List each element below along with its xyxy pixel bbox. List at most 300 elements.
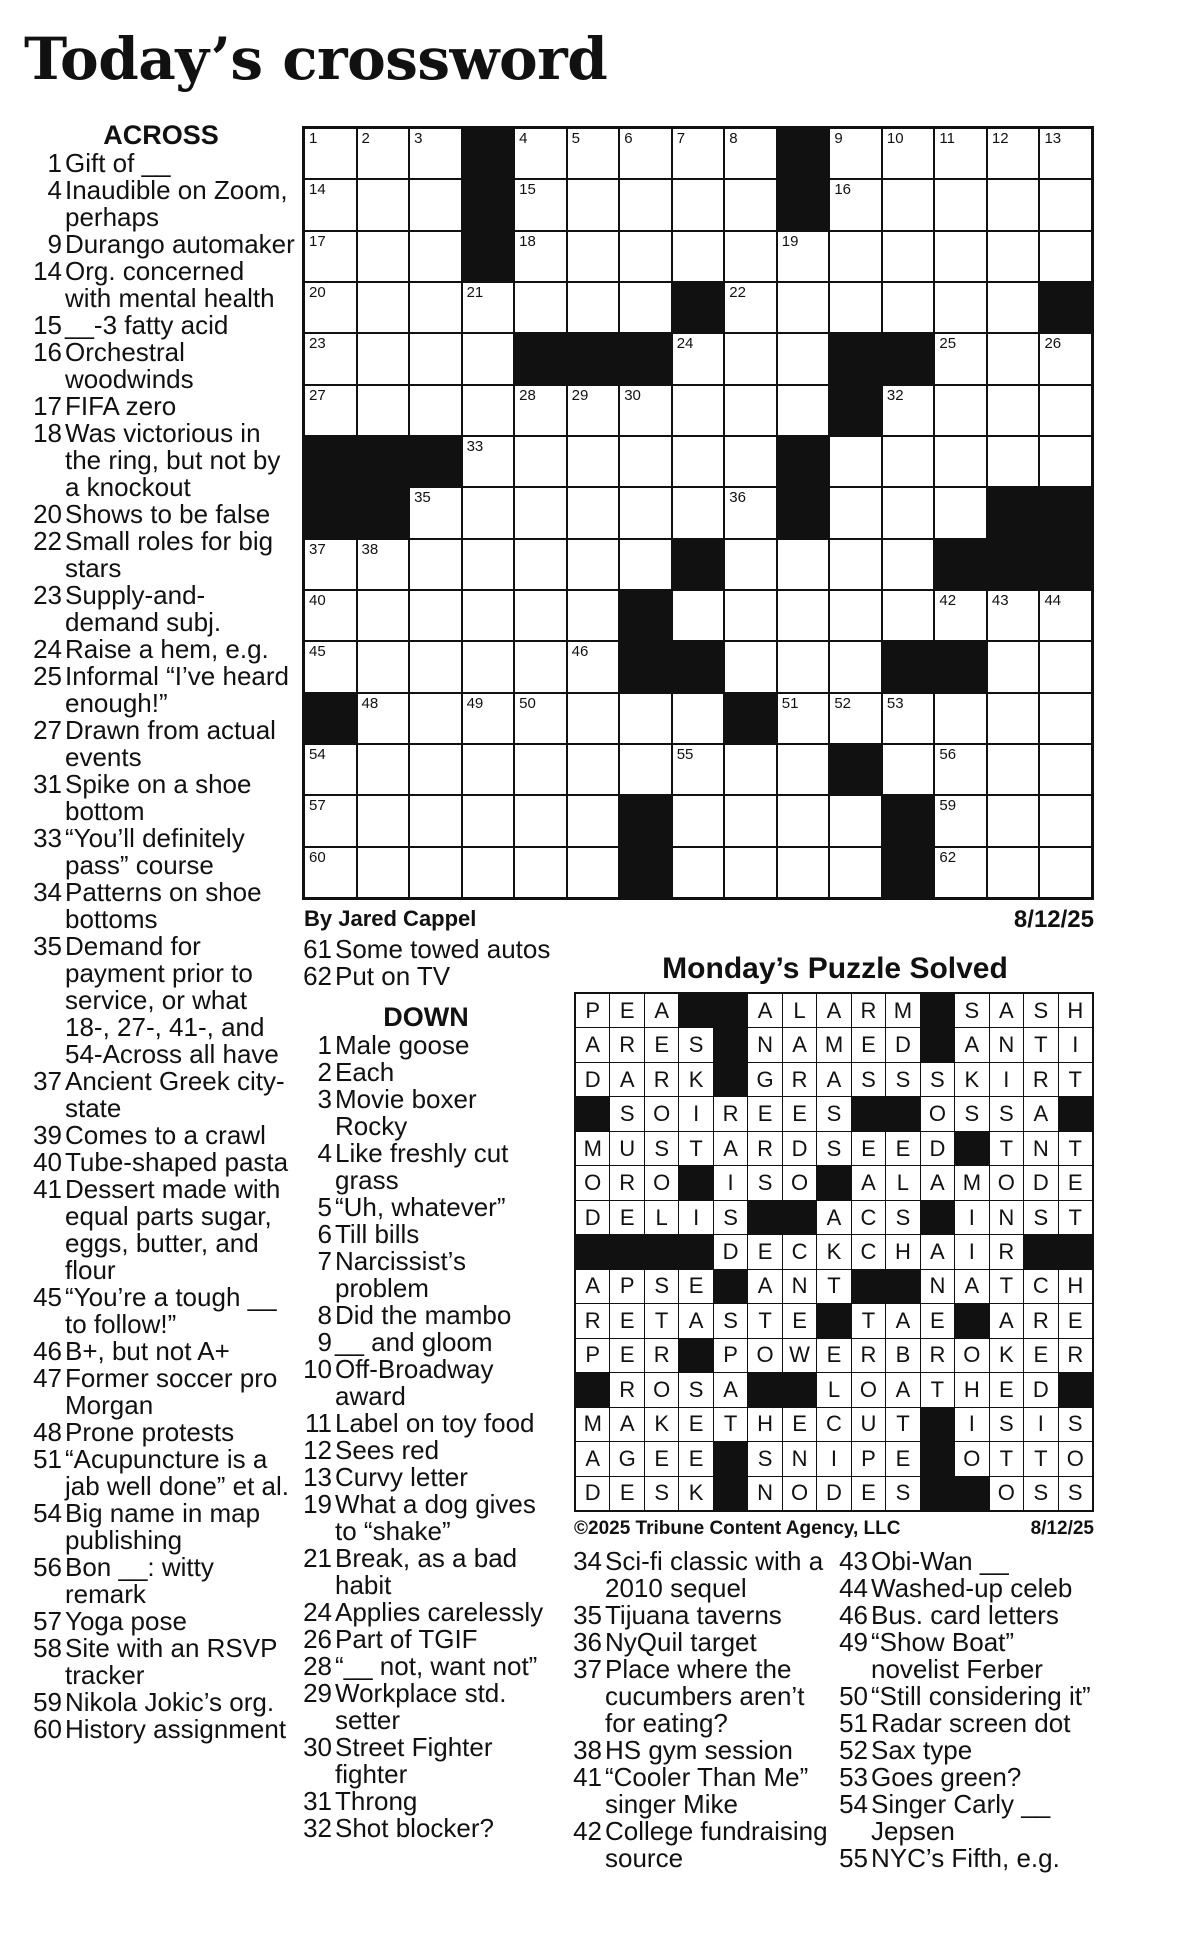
grid-cell[interactable]	[778, 232, 829, 281]
clue-number: 2	[317, 1057, 332, 1087]
grid-cell[interactable]	[725, 540, 776, 589]
solved-letter: N	[748, 1028, 781, 1061]
grid-cell[interactable]	[725, 437, 776, 486]
cell-number: 9	[834, 130, 843, 147]
solved-letter: T	[679, 1132, 712, 1165]
grid-cell[interactable]	[410, 488, 461, 537]
grid-cell[interactable]	[620, 283, 671, 332]
grid-cell[interactable]	[358, 745, 409, 794]
solved-letter: I	[955, 1201, 988, 1234]
grid-cell[interactable]	[830, 694, 881, 743]
solved-letter: I	[990, 1063, 1023, 1096]
grid-cell[interactable]	[725, 283, 776, 332]
grid-cell[interactable]	[305, 796, 356, 845]
clue-number: 9	[47, 229, 62, 259]
grid-cell[interactable]	[568, 848, 619, 897]
across-header: ACROSS	[103, 120, 219, 150]
grid-cell[interactable]	[673, 437, 724, 486]
grid-cell[interactable]	[725, 129, 776, 178]
grid-cell[interactable]	[515, 437, 566, 486]
grid-cell[interactable]	[463, 694, 514, 743]
grid-cell[interactable]	[463, 796, 514, 845]
grid-cell[interactable]	[1040, 386, 1091, 435]
grid-cell[interactable]	[725, 848, 776, 897]
clue-number: 31	[33, 769, 62, 799]
solved-letter: K	[990, 1339, 1023, 1372]
solved-letter: S	[679, 1028, 712, 1061]
grid-cell[interactable]	[1040, 437, 1091, 486]
grid-cell[interactable]	[935, 386, 986, 435]
grid-cell[interactable]	[410, 283, 461, 332]
solved-letter: S	[714, 1304, 747, 1337]
grid-cell[interactable]	[988, 232, 1039, 281]
clue-number: 28	[303, 1651, 332, 1681]
grid-cell[interactable]	[568, 642, 619, 691]
cell-number: 46	[571, 643, 589, 661]
grid-cell[interactable]	[1040, 848, 1091, 897]
grid-cell[interactable]	[620, 386, 671, 435]
grid-cell[interactable]	[1040, 694, 1091, 743]
across-clue	[26, 339, 296, 393]
grid-cell[interactable]	[463, 386, 514, 435]
solved-letter: E	[1059, 1304, 1092, 1337]
down-clue	[296, 1680, 556, 1734]
grid-cell[interactable]	[883, 386, 934, 435]
clue-number: 54	[33, 1498, 62, 1528]
grid-cell[interactable]	[935, 129, 986, 178]
cell-number: 32	[886, 386, 904, 404]
grid-cell[interactable]	[620, 232, 671, 281]
grid-cell[interactable]	[463, 540, 514, 589]
grid-cell[interactable]	[568, 745, 619, 794]
clue-number: 9	[317, 1327, 332, 1357]
grid-cell[interactable]	[568, 180, 619, 229]
grid-cell[interactable]	[725, 642, 776, 691]
grid-cell[interactable]	[725, 386, 776, 435]
grid-cell[interactable]	[1040, 232, 1091, 281]
grid-cell[interactable]	[358, 334, 409, 383]
grid-cell[interactable]	[410, 386, 461, 435]
grid-cell[interactable]	[988, 386, 1039, 435]
grid-cell[interactable]	[515, 283, 566, 332]
clue-number: 49	[839, 1627, 868, 1657]
grid-cell[interactable]	[830, 848, 881, 897]
grid-cell[interactable]	[305, 180, 356, 229]
grid-cell[interactable]	[305, 232, 356, 281]
grid-cell[interactable]	[410, 129, 461, 178]
down-clue	[296, 1302, 556, 1329]
grid-cell[interactable]	[673, 129, 724, 178]
grid-cell[interactable]	[778, 334, 829, 383]
grid-cell[interactable]	[778, 642, 829, 691]
clue-text: NyQuil target	[605, 1627, 757, 1657]
solved-letter: M	[576, 1132, 609, 1165]
grid-cell[interactable]	[568, 488, 619, 537]
grid-cell[interactable]	[830, 437, 881, 486]
cell-number: 54	[309, 745, 326, 763]
clue-text: Till bills	[335, 1219, 420, 1249]
solved-letter: S	[990, 1408, 1023, 1441]
clue-text: Small roles for big stars	[65, 526, 274, 583]
grid-cell[interactable]	[935, 694, 986, 743]
down-clue	[832, 1602, 1102, 1629]
grid-cell[interactable]	[830, 642, 881, 691]
solved-letter: S	[645, 1132, 678, 1165]
grid-cell[interactable]	[515, 488, 566, 537]
solved-black-square	[921, 1477, 954, 1510]
clue-number: 26	[303, 1624, 332, 1654]
grid-cell[interactable]	[1040, 129, 1091, 178]
clue-number: 62	[303, 961, 332, 991]
cell-number: 5	[571, 130, 580, 147]
clue-text: Applies carelessly	[335, 1597, 544, 1627]
grid-cell[interactable]	[830, 180, 881, 229]
solved-letter: S	[955, 1097, 988, 1130]
across-clue	[26, 1689, 296, 1716]
solved-letter: S	[645, 1477, 678, 1510]
grid-cell[interactable]	[778, 745, 829, 794]
grid-cell[interactable]	[988, 334, 1039, 383]
grid-cell[interactable]	[515, 745, 566, 794]
grid-cell[interactable]	[410, 334, 461, 383]
grid-cell[interactable]	[988, 591, 1039, 640]
grid-cell[interactable]	[673, 488, 724, 537]
clue-text: Big name in map publishing	[65, 1498, 261, 1555]
grid-cell[interactable]	[725, 796, 776, 845]
across-clue	[26, 1176, 296, 1284]
solved-letter: S	[645, 1270, 678, 1303]
grid-cell[interactable]	[673, 386, 724, 435]
grid-cell[interactable]	[935, 180, 986, 229]
grid-cell[interactable]	[515, 796, 566, 845]
grid-cell[interactable]	[988, 437, 1039, 486]
grid-cell[interactable]	[620, 540, 671, 589]
grid-cell[interactable]	[883, 591, 934, 640]
grid-cell[interactable]	[463, 745, 514, 794]
grid-cell[interactable]	[515, 180, 566, 229]
clue-text: Bus. card letters	[871, 1600, 1059, 1630]
grid-cell[interactable]	[410, 180, 461, 229]
grid-cell[interactable]	[883, 694, 934, 743]
grid-cell[interactable]	[778, 386, 829, 435]
clue-text: Demand for payment prior to service, or what 18-, 27-, 41-, and 54-Across all have	[65, 931, 279, 1069]
clue-number: 52	[839, 1735, 868, 1765]
grid-cell[interactable]	[830, 129, 881, 178]
clue-text: Shot blocker?	[335, 1813, 494, 1843]
solved-black-square	[576, 1097, 609, 1130]
clue-text: Male goose	[335, 1030, 470, 1060]
solved-letter: R	[748, 1132, 781, 1165]
grid-cell[interactable]	[988, 694, 1039, 743]
grid-cell[interactable]	[725, 334, 776, 383]
grid-cell[interactable]	[988, 796, 1039, 845]
grid-cell[interactable]	[988, 642, 1039, 691]
solved-letter: E	[852, 1028, 885, 1061]
grid-cell[interactable]	[883, 129, 934, 178]
grid-cell[interactable]	[935, 796, 986, 845]
grid-cell[interactable]	[568, 283, 619, 332]
solved-black-square	[921, 1201, 954, 1234]
crossword-grid	[302, 126, 1094, 900]
cell-number: 50	[519, 694, 536, 712]
grid-cell[interactable]	[463, 591, 514, 640]
grid-cell[interactable]	[778, 540, 829, 589]
grid-cell[interactable]	[358, 180, 409, 229]
grid-cell[interactable]	[673, 694, 724, 743]
clue-number: 53	[839, 1762, 868, 1792]
across-clue	[26, 771, 296, 825]
grid-cell[interactable]	[1040, 745, 1091, 794]
grid-cell[interactable]	[305, 848, 356, 897]
clue-number: 4	[47, 175, 62, 205]
grid-cell[interactable]	[883, 437, 934, 486]
grid-cell[interactable]	[305, 745, 356, 794]
solved-black-square	[714, 1270, 747, 1303]
grid-cell[interactable]	[725, 180, 776, 229]
grid-cell[interactable]	[988, 745, 1039, 794]
cell-number: 13	[1044, 130, 1062, 147]
grid-cell[interactable]	[673, 591, 724, 640]
grid-cell[interactable]	[935, 488, 986, 537]
grid-cell[interactable]	[883, 180, 934, 229]
grid-cell[interactable]	[305, 129, 356, 178]
across-continued-column	[296, 936, 556, 1842]
across-clue	[26, 1554, 296, 1608]
grid-cell[interactable]	[410, 540, 461, 589]
grid-cell[interactable]	[305, 540, 356, 589]
solved-letter: A	[817, 1063, 850, 1096]
down-clue	[566, 1548, 836, 1602]
grid-cell[interactable]	[725, 488, 776, 537]
grid-cell[interactable]	[778, 796, 829, 845]
grid-cell[interactable]	[305, 283, 356, 332]
clue-text: “You’re a tough __ to follow!”	[65, 1282, 277, 1339]
grid-cell[interactable]	[935, 334, 986, 383]
cell-number: 33	[466, 437, 484, 455]
solved-letter: E	[610, 1477, 643, 1510]
grid-cell[interactable]	[778, 694, 829, 743]
grid-cell[interactable]	[515, 386, 566, 435]
solved-letter: I	[679, 1201, 712, 1234]
solved-letter: T	[714, 1408, 747, 1441]
solved-letter: G	[610, 1442, 643, 1475]
grid-cell[interactable]	[725, 745, 776, 794]
grid-cell[interactable]	[673, 232, 724, 281]
grid-cell[interactable]	[883, 745, 934, 794]
grid-cell[interactable]	[1040, 591, 1091, 640]
grid-cell[interactable]	[935, 232, 986, 281]
cell-number: 30	[624, 386, 641, 404]
grid-cell[interactable]	[305, 386, 356, 435]
grid-cell[interactable]	[568, 437, 619, 486]
grid-cell[interactable]	[463, 437, 514, 486]
clue-text: FIFA zero	[65, 391, 177, 421]
grid-cell[interactable]	[935, 591, 986, 640]
grid-cell[interactable]	[358, 386, 409, 435]
grid-cell[interactable]	[883, 488, 934, 537]
down-clue	[296, 1626, 556, 1653]
grid-cell[interactable]	[358, 796, 409, 845]
grid-cell[interactable]	[620, 694, 671, 743]
grid-cell[interactable]	[515, 642, 566, 691]
clue-text: Bon __: witty remark	[65, 1552, 214, 1609]
grid-cell[interactable]	[568, 694, 619, 743]
grid-cell[interactable]	[778, 283, 829, 332]
clue-number: 35	[573, 1600, 602, 1630]
solved-letter: T	[921, 1373, 954, 1406]
grid-cell[interactable]	[1040, 180, 1091, 229]
black-square	[883, 796, 934, 845]
grid-cell[interactable]	[358, 591, 409, 640]
black-square	[778, 129, 829, 178]
grid-cell[interactable]	[305, 642, 356, 691]
solved-letter: M	[886, 994, 919, 1027]
clue-number: 61	[303, 934, 332, 964]
grid-cell[interactable]	[305, 591, 356, 640]
cell-number: 27	[309, 386, 326, 404]
clue-number: 22	[33, 526, 62, 556]
grid-cell[interactable]	[883, 283, 934, 332]
grid-cell[interactable]	[1040, 642, 1091, 691]
grid-cell[interactable]	[830, 591, 881, 640]
grid-cell[interactable]	[358, 232, 409, 281]
grid-cell[interactable]	[515, 591, 566, 640]
clue-text: Obi-Wan __	[871, 1546, 1009, 1576]
solved-letter: B	[886, 1339, 919, 1372]
grid-cell[interactable]	[410, 796, 461, 845]
grid-cell[interactable]	[568, 386, 619, 435]
grid-cell[interactable]	[515, 848, 566, 897]
grid-cell[interactable]	[463, 848, 514, 897]
solved-letter: T	[1059, 1132, 1092, 1165]
across-clue	[26, 663, 296, 717]
grid-cell[interactable]	[463, 334, 514, 383]
grid-cell[interactable]	[778, 848, 829, 897]
grid-cell[interactable]	[515, 694, 566, 743]
grid-cell[interactable]	[410, 745, 461, 794]
grid-cell[interactable]	[673, 334, 724, 383]
grid-cell[interactable]	[988, 180, 1039, 229]
grid-cell[interactable]	[988, 848, 1039, 897]
grid-cell[interactable]	[515, 232, 566, 281]
solved-letter: E	[610, 994, 643, 1027]
solved-letter: T	[1059, 1201, 1092, 1234]
grid-cell[interactable]	[673, 180, 724, 229]
solved-black-square	[886, 1270, 919, 1303]
grid-cell[interactable]	[725, 591, 776, 640]
down-clue	[832, 1791, 1102, 1845]
grid-cell[interactable]	[410, 642, 461, 691]
grid-cell[interactable]	[830, 488, 881, 537]
cell-number: 1	[309, 130, 318, 147]
grid-cell[interactable]	[358, 540, 409, 589]
grid-cell[interactable]	[620, 488, 671, 537]
grid-cell[interactable]	[620, 745, 671, 794]
grid-cell[interactable]	[410, 591, 461, 640]
grid-cell[interactable]	[358, 283, 409, 332]
grid-cell[interactable]	[830, 232, 881, 281]
solved-letter: A	[852, 1166, 885, 1199]
solved-letter: O	[1059, 1442, 1092, 1475]
grid-cell[interactable]	[410, 848, 461, 897]
grid-cell[interactable]	[988, 129, 1039, 178]
grid-cell[interactable]	[1040, 796, 1091, 845]
grid-cell[interactable]	[410, 694, 461, 743]
clue-number: 34	[573, 1546, 602, 1576]
grid-cell[interactable]	[830, 796, 881, 845]
grid-cell[interactable]	[568, 540, 619, 589]
grid-cell[interactable]	[568, 796, 619, 845]
clue-number: 21	[303, 1543, 332, 1573]
clue-number: 6	[317, 1219, 332, 1249]
solved-letter: M	[817, 1028, 850, 1061]
grid-cell[interactable]	[935, 745, 986, 794]
clue-number: 25	[33, 661, 62, 691]
grid-cell[interactable]	[1040, 334, 1091, 383]
solved-black-square	[921, 994, 954, 1027]
grid-cell[interactable]	[358, 694, 409, 743]
grid-cell[interactable]	[620, 180, 671, 229]
cell-number: 40	[309, 591, 326, 609]
clue-text: Some towed autos	[335, 934, 551, 964]
black-square	[778, 180, 829, 229]
grid-cell[interactable]	[305, 334, 356, 383]
grid-cell[interactable]	[515, 540, 566, 589]
solved-black-square	[714, 1442, 747, 1475]
grid-cell[interactable]	[725, 232, 776, 281]
solved-letter: O	[990, 1166, 1023, 1199]
grid-cell[interactable]	[358, 642, 409, 691]
grid-cell[interactable]	[463, 283, 514, 332]
solved-letter: A	[886, 1373, 919, 1406]
grid-cell[interactable]	[568, 591, 619, 640]
solved-letter: S	[852, 1063, 885, 1096]
grid-cell[interactable]	[830, 540, 881, 589]
grid-cell[interactable]	[410, 232, 461, 281]
grid-cell[interactable]	[673, 848, 724, 897]
down-clue	[296, 1059, 556, 1086]
grid-cell[interactable]	[778, 591, 829, 640]
grid-cell[interactable]	[935, 283, 986, 332]
grid-cell[interactable]	[988, 283, 1039, 332]
grid-cell[interactable]	[358, 848, 409, 897]
page-title: Today’s crossword	[24, 25, 608, 93]
grid-cell[interactable]	[673, 796, 724, 845]
grid-cell[interactable]	[883, 540, 934, 589]
grid-cell[interactable]	[620, 129, 671, 178]
grid-cell[interactable]	[935, 437, 986, 486]
solved-letter: P	[714, 1339, 747, 1372]
grid-cell[interactable]	[463, 488, 514, 537]
grid-cell[interactable]	[830, 283, 881, 332]
clue-number: 47	[33, 1363, 62, 1393]
black-square	[778, 437, 829, 486]
grid-cell[interactable]	[568, 232, 619, 281]
down-clue	[296, 1086, 556, 1140]
grid-cell[interactable]	[515, 129, 566, 178]
clue-number: 23	[33, 580, 62, 610]
cell-number: 51	[781, 694, 799, 712]
grid-cell[interactable]	[463, 642, 514, 691]
grid-cell[interactable]	[620, 437, 671, 486]
grid-cell[interactable]	[358, 129, 409, 178]
grid-cell[interactable]	[883, 232, 934, 281]
solved-letter: N	[1024, 1132, 1057, 1165]
grid-cell[interactable]	[568, 129, 619, 178]
grid-cell[interactable]	[673, 745, 724, 794]
grid-cell[interactable]	[935, 848, 986, 897]
solved-letter: S	[1024, 1477, 1057, 1510]
